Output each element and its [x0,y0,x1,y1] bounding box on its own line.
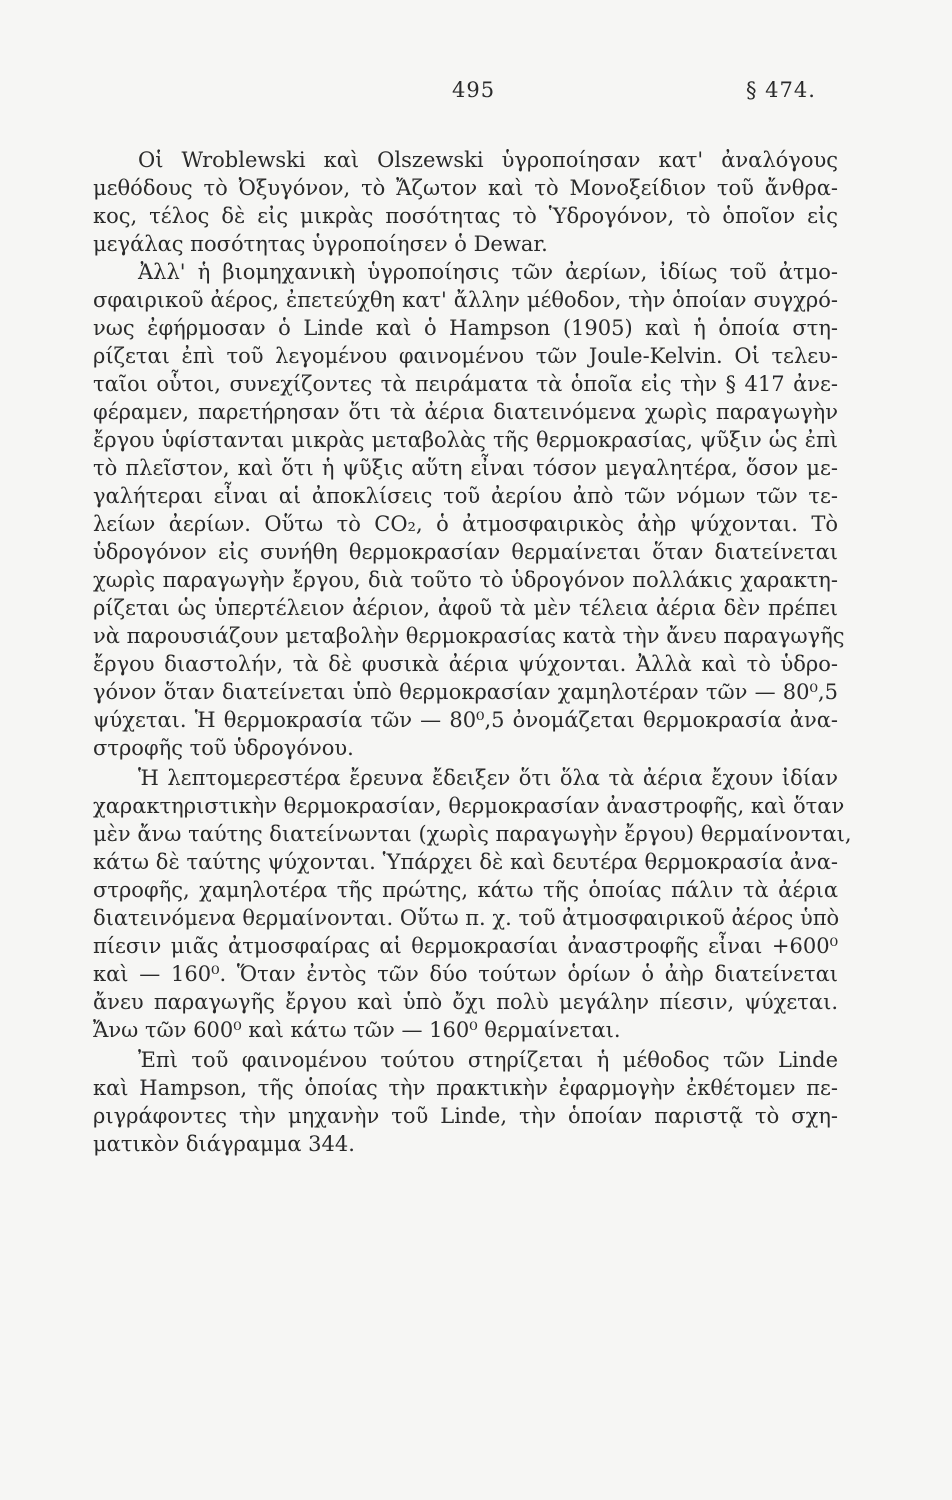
text-line: ὑδρογόνον εἰς συνήθη θερμοκρασίαν θερμαίνεται ὅταν διατείνεται [93,540,838,564]
text-line: πίεσιν μιᾶς ἀτμοσφαίρας αἱ θερμοκρασίαι ἀναστροφῆς εἶναι +600⁰ [93,934,838,958]
text-line: μεθόδους τὸ Ὀξυγόνον, τὸ Ἄζωτον καὶ τὸ Μονοξείδιον τοῦ ἄνθρα- [93,176,838,200]
text-line: καὶ Hampson, τῆς ὁποίας τὴν πρακτικὴν ἐφαρμογὴν ἐκθέτομεν πε- [93,1076,838,1100]
text-line: ριγράφοντες τὴν μηχανὴν τοῦ Linde, τὴν ὁποίαν παριστᾷ τὸ σχη- [93,1104,838,1128]
page-header [0,78,952,112]
text-line: ρίζεται ὡς ὑπερτέλειον ἀέριον, ἀφοῦ τὰ μὲν τέλεια ἀέρια δὲν πρέπει [93,596,838,620]
text-line: νως ἐφήρμοσαν ὁ Linde καὶ ὁ Hampson (1905) καὶ ἡ ὁποία στη- [93,316,838,340]
text-line: στροφῆς τοῦ ὑδρογόνου. [93,736,354,760]
text-line: ρίζεται ἐπὶ τοῦ λεγομένου φαινομένου τῶν Joule-Kelvin. Οἱ τελευ- [93,344,838,368]
page-number: 495 [452,78,496,102]
text-line: Οἱ Wroblewski καὶ Olszewski ὑγροποίησαν κατ' ἀναλόγους [138,148,838,172]
text-line: κος, τέλος δὲ εἰς μικρὰς ποσότητας τὸ Ὑδρογόνον, τὸ ὁποῖον εἰς [93,204,838,228]
text-line: λείων ἀερίων. Οὕτω τὸ CO₂, ὁ ἀτμοσφαιρικὸς ἀὴρ ψύχονται. Τὸ [93,512,838,536]
text-line: νὰ παρουσιάζουν μεταβολὴν θερμοκρασίας κατὰ τὴν ἄνευ παραγωγῆς [93,624,845,648]
text-line: ματικὸν διάγραμμα 344. [93,1132,355,1156]
section-number: § 474. [746,78,816,102]
text-line: Ἀλλ' ἡ βιομηχανικὴ ὑγροποίησις τῶν ἀερίων, ἰδίως τοῦ ἀτμο- [138,260,838,284]
text-line: ἄνευ παραγωγῆς ἔργου καὶ ὑπὸ ὄχι πολὺ μεγάλην πίεσιν, ψύχεται. [93,990,838,1014]
text-line: μὲν ἄνω ταύτης διατείνωνται (χωρὶς παραγωγὴν ἔργου) θερμαίνονται, [93,822,852,846]
text-line: καὶ — 160⁰. Ὅταν ἐντὸς τῶν δύο τούτων ὁρίων ὁ ἀὴρ διατείνεται [93,962,838,986]
text-line: ἔργου διαστολήν, τὰ δὲ φυσικὰ ἀέρια ψύχονται. Ἀλλὰ καὶ τὸ ὑδρο- [93,652,838,676]
text-line: Ἡ λεπτομερεστέρα ἔρευνα ἔδειξεν ὅτι ὅλα τὰ ἀέρια ἔχουν ἰδίαν [138,766,838,790]
text-line: κάτω δὲ ταύτης ψύχονται. Ὑπάρχει δὲ καὶ δευτέρα θερμοκρασία ἀνα- [93,850,838,874]
text-line: χαρακτηριστικὴν θερμοκρασίαν, θερμοκρασίαν ἀναστροφῆς, καὶ ὅταν [93,794,845,818]
text-line: χωρὶς παραγωγὴν ἔργου, διὰ τοῦτο τὸ ὑδρογόνον πολλάκις χαρακτη- [93,568,838,592]
text-line: μεγάλας ποσότητας ὑγροποίησεν ὁ Dewar. [93,232,548,256]
text-line: ψύχεται. Ἡ θερμοκρασία τῶν — 80⁰,5 ὀνομάζεται θερμοκρασία ἀνα- [93,708,838,732]
text-line: γόνον ὅταν διατείνεται ὑπὸ θερμοκρασίαν χαμηλοτέραν τῶν — 80⁰,5 [93,680,838,704]
text-line: σφαιρικοῦ ἀέρος, ἐπετεύχθη κατ' ἄλλην μέθοδον, τὴν ὁποίαν συγχρό- [93,288,838,312]
text-line: ἔργου ὑφίστανται μικρὰς μεταβολὰς τῆς θερμοκρασίας, ψῦξιν ὡς ἐπὶ [93,428,838,452]
text-line: διατεινόμενα θερμαίνονται. Οὕτω π. χ. τοῦ ἀτμοσφαιρικοῦ ἀέρος ὑπὸ [93,906,840,930]
text-line: Ἄνω τῶν 600⁰ καὶ κάτω τῶν — 160⁰ θερμαίνεται. [93,1018,621,1042]
text-line: φέραμεν, παρετήρησαν ὅτι τὰ ἀέρια διατεινόμενα χωρὶς παραγωγὴν [93,400,838,424]
text-line: τὸ πλεῖστον, καὶ ὅτι ἡ ψῦξις αὕτη εἶναι τόσον μεγαλητέρα, ὅσον με- [93,456,838,480]
text-line: ταῖοι οὗτοι, συνεχίζοντες τὰ πειράματα τὰ ὁποῖα εἰς τὴν § 417 ἀνε- [93,372,838,396]
text-line: Ἐπὶ τοῦ φαινομένου τούτου στηρίζεται ἡ μέθοδος τῶν Linde [138,1048,838,1072]
text-line: γαλήτεραι εἶναι αἱ ἀποκλίσεις τοῦ ἀερίου ἀπὸ τῶν νόμων τῶν τε- [93,484,838,508]
text-line: στροφῆς, χαμηλοτέρα τῆς πρώτης, κάτω τῆς ὁποίας πάλιν τὰ ἀέρια [93,878,838,902]
